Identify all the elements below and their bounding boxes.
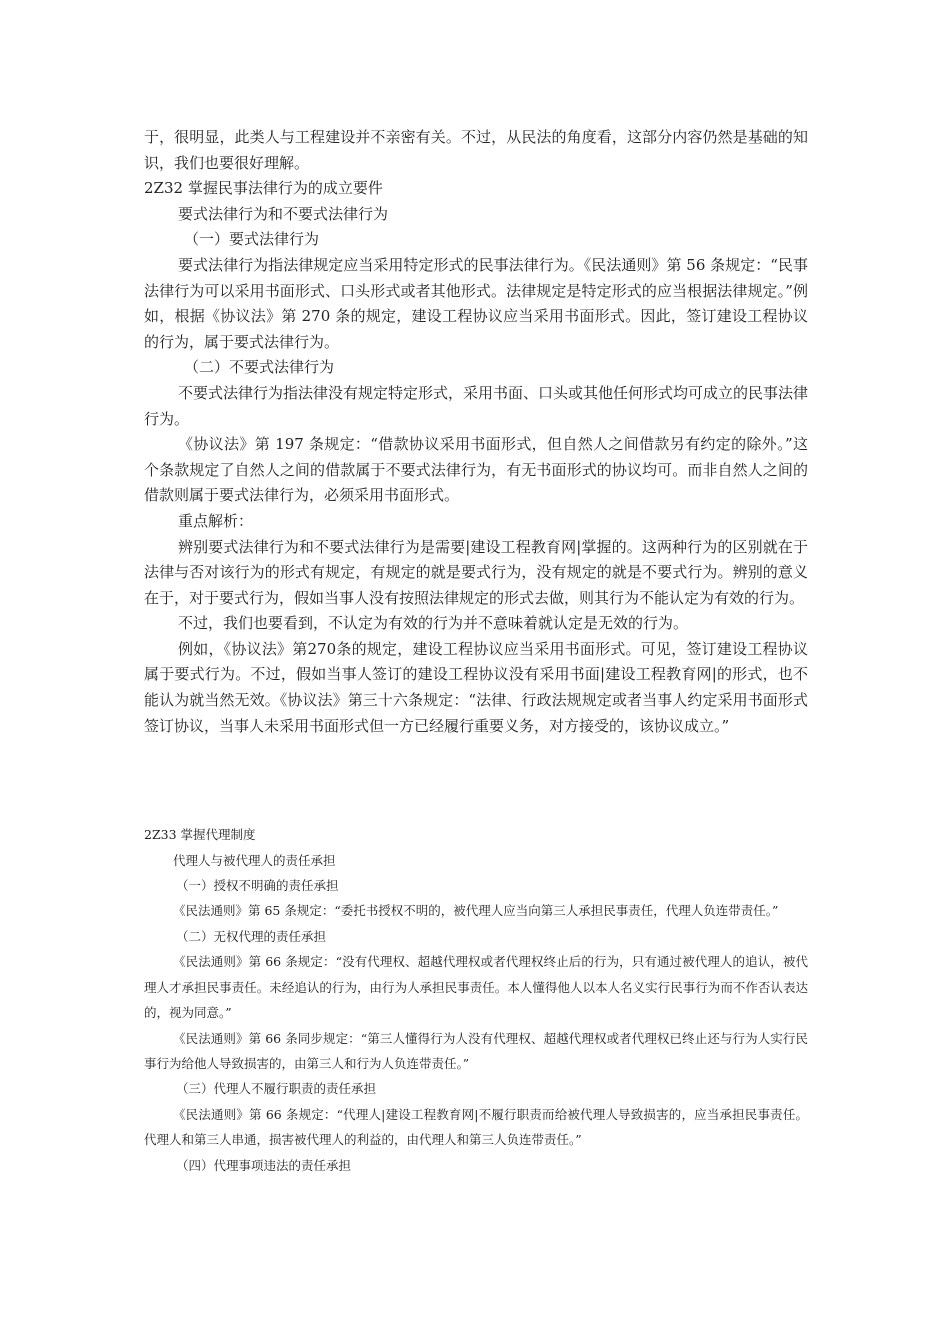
paragraph-article-66-a: 《民法通则》第 66 条规定：“没有代理权、超越代理权或者代理权终止后的行为，只有通过被代理人的追认，被代理人才承担民事责任。未经追认的行为，由行为人承担民事责任。本人懂得他人以本人名义实行民事行为而不作否认表达的，视为同意。” — [144, 954, 808, 1021]
section-heading-2z32: 2Z32 掌握民事法律行为的成立要件 — [144, 179, 383, 198]
section-agency — [144, 822, 808, 1178]
paragraph-article-65: 《民法通则》第 65 条规定：“委托书授权不明的，被代理人应当向第三人承担民事责任，代理人负连带责任。” — [173, 903, 779, 919]
document-body — [144, 125, 808, 1178]
paragraph-continuation: 于，很明显，此类人与工程建设并不亲密有关。不过，从民法的角度看，这部分内容仍然是基础的知识，我们也要很好理解。 — [144, 128, 808, 172]
paragraph-not-invalid: 不过，我们也要看到，不认定为有效的行为并不意味着就认定是无效的行为。 — [178, 614, 689, 633]
section-spacer — [144, 739, 808, 822]
paragraph-article-66-b: 《民法通则》第 66 条同步规定：“第三人懂得行为人没有代理权、超越代理权或者代理权已终止还与行为人实行民事行为给他人导致损害的，由第三人和行为人负连带责任。” — [144, 1030, 808, 1071]
subheading-illegal-agency: （四）代理事项违法的责任承担 — [176, 1157, 352, 1173]
subheading-agent-liability: 代理人与被代理人的责任承担 — [173, 852, 336, 868]
subheading-unclear-authorization: （一）授权不明确的责任承担 — [176, 878, 339, 894]
paragraph-informal-act: 不要式法律行为指法律没有规定特定形式，采用书面、口头或其他任何形式均可成立的民事法律行为。 — [144, 383, 809, 428]
paragraph-article-66-c: 《民法通则》第 66 条规定：“代理人|建设工程教育网|不履行职责而给被代理人导致损害的，应当承担民事责任。代理人和第三人串通，损害被代理人的利益的，由代理人和第三人负连带责任。” — [144, 1106, 808, 1148]
subheading-formal-informal: 要式法律行为和不要式法律行为 — [178, 204, 389, 223]
paragraph-formal-act: 要式法律行为指法律规定应当采用特定形式的民事法律行为。《民法通则》第 56 条规定：“民事法律行为可以采用书面形式、口头形式或者其他形式。法律规定是特定形式的应当根据法律规定。”例如，根据《协议法》第 270 条的规定，建设工程协议应当采用书面形式。因此，签订建设工程协议的行为，属于要式法律行为。 — [144, 255, 808, 351]
section-legal-acts — [144, 125, 808, 739]
paragraph-loan-article: 《协议法》第 197 条规定：“借款协议采用书面形式，但自然人之间借款另有约定的除外。”这个条款规定了自然人之间的借款属于不要式法律行为，有无书面形式的协议均可。而非自然人之间的借款则属于要式法律行为，必须采用书面形式。 — [144, 435, 808, 505]
subheading-informal-act: （二）不要式法律行为 — [184, 358, 335, 377]
subheading-unauthorized-agency: （二）无权代理的责任承担 — [176, 928, 327, 944]
section-heading-2z33: 2Z33 掌握代理制度 — [144, 827, 256, 843]
subheading-agent-nonperformance: （三）代理人不履行职责的责任承担 — [176, 1081, 377, 1097]
subheading-key-analysis: 重点解析： — [178, 511, 254, 530]
paragraph-distinguish: 辨别要式法律行为和不要式法律行为是需要|建设工程教育网|掌握的。这两种行为的区别就在于法律与否对该行为的形式有规定，有规定的就是要式行为，没有规定的就是不要式行为。辨别的意义在于，对于要式行为，假如当事人没有按照法律规定的形式去做，则其行为不能认定为有效的行为。 — [144, 537, 808, 607]
subheading-formal-act: （一）要式法律行为 — [184, 230, 320, 249]
paragraph-example: 例如，《协议法》第270条的规定，建设工程协议应当采用书面形式。可见，签订建设工程协议属于要式行为。不过，假如当事人签订的建设工程协议没有采用书面|建设工程教育网|的形式，也不能认为就当然无效。《协议法》第三十六条规定：“法律、行政法规规定或者当事人约定采用书面形式签订协议，当事人未采用书面形式但一方已经履行重要义务，对方接受的，该协议成立。” — [144, 639, 808, 735]
